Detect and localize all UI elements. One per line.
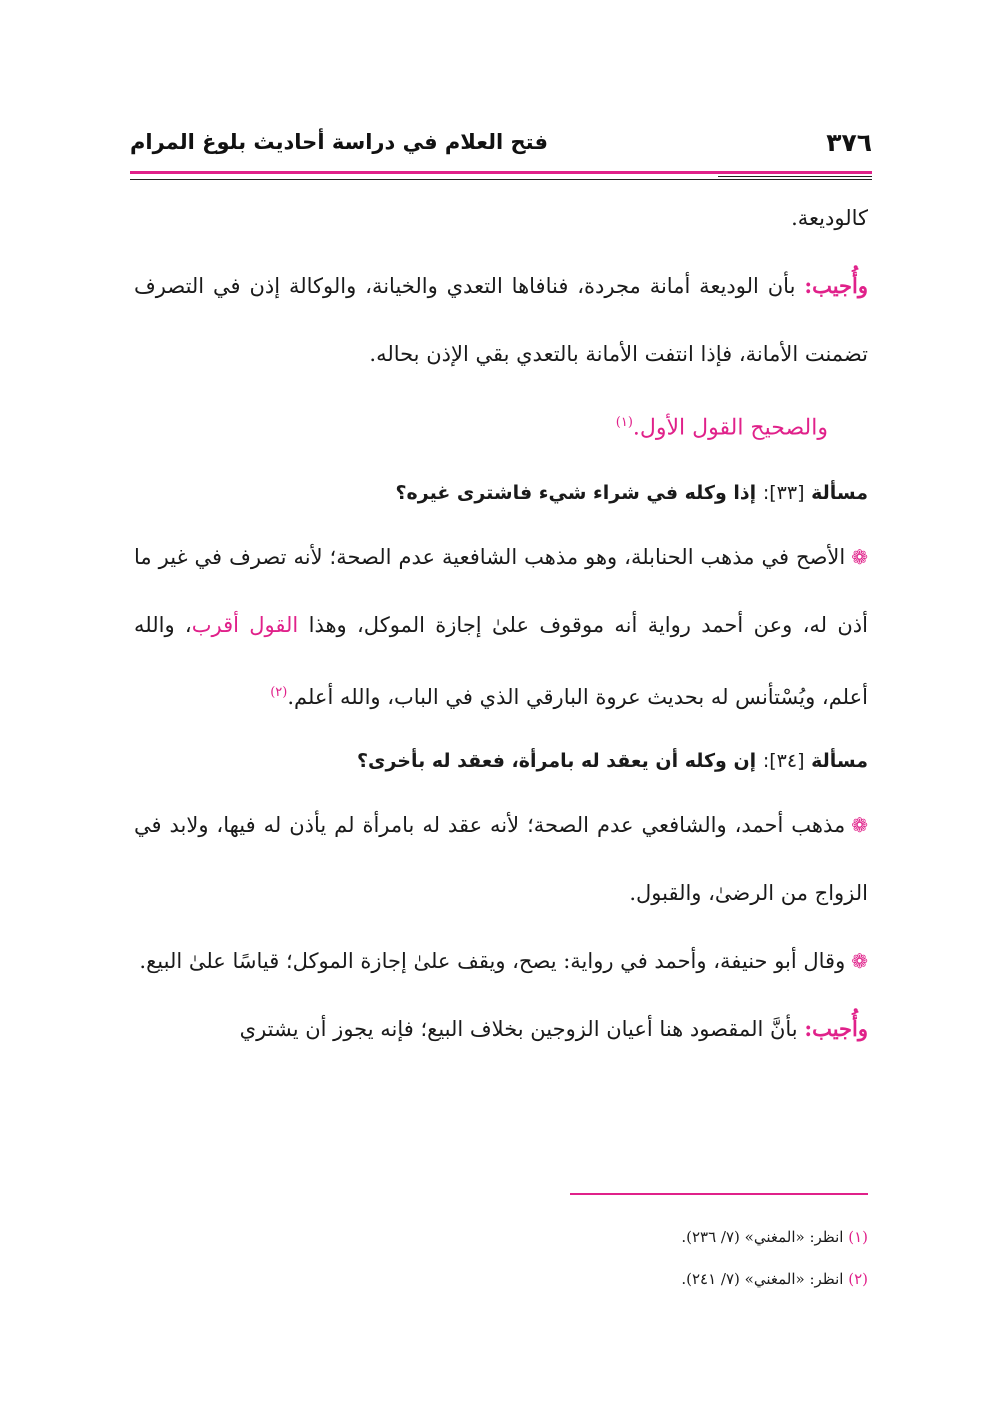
paragraph-34b: ❁وقال أبو حنيفة، وأحمد في رواية: يصح، ويقف علىٰ إجازة الموكل؛ قياسًا علىٰ البيع.	[139, 949, 868, 974]
question-label: مسألة	[811, 750, 868, 773]
flower-icon: ❁	[851, 813, 868, 838]
question-label: مسألة	[811, 482, 868, 505]
footnote-number: (٢)	[848, 1270, 868, 1288]
question-text: إن وكله أن يعقد له بامرأة، فعقد له بأخرى؟	[357, 750, 757, 773]
page-number: ٣٧٦	[826, 128, 872, 157]
verdict: والصحيح القول الأول.$^{(١)}$	[615, 415, 828, 441]
highlighted-phrase: القول أقرب	[191, 613, 299, 638]
paragraph-33: ❁الأصح في مذهب الحنابلة، وهو مذهب الشافعية عدم الصحة؛ لأنه تصرف في غير ما أذن له، وعن أحمد رواية أنه موقوف علىٰ إجازة الموكل، وهذا القول أقرب، والله أعلم، ويُسْتأنس له بحديث عروة البارقي الذي في الباب، والله أعلم.$^{(٢)}$	[134, 545, 868, 710]
footnote-ref-1[interactable]: (١)	[615, 415, 633, 430]
paragraph-34a: ❁مذهب أحمد، والشافعي عدم الصحة؛ لأنه عقد له بامرأة لم يأذن له فيها، ولابد في الزواج من الرضىٰ، والقبول.	[134, 813, 868, 906]
answer-text: بأنَّ المقصود هنا أعيان الزوجين بخلاف البيع؛ فإنه يجوز أن يشتري	[239, 1017, 805, 1042]
book-title: فتح العلام في دراسة أحاديث بلوغ المرام	[130, 130, 548, 154]
footnote-1	[681, 1226, 868, 1248]
question-number: [٣٣]:	[762, 482, 805, 505]
footnote-ref-2[interactable]: (٢)	[270, 685, 288, 701]
question-number: [٣٤]:	[762, 750, 805, 773]
answer-label: وأُجيب:	[804, 273, 868, 298]
question-33	[134, 463, 868, 523]
footnote-text: انظر: «المغني» (٧/ ٢٤١).	[681, 1270, 844, 1288]
running-header	[130, 128, 872, 164]
answer-text: بأن الوديعة أمانة مجردة، فنافاها التعدي والخيانة، والوكالة إذن في التصرف تضمنت الأمانة، فإذا انتفت الأمانة بالتعدي بقي الإذن بحاله.	[134, 274, 868, 366]
header-rule-accent	[130, 171, 872, 174]
flower-icon: ❁	[851, 545, 868, 570]
footnote-text: انظر: «المغني» (٧/ ٢٣٦).	[681, 1228, 844, 1246]
footnote-separator	[570, 1193, 868, 1195]
page-body	[134, 184, 868, 1063]
answer-paragraph-2	[134, 995, 868, 1063]
header-rule-short	[718, 176, 872, 177]
question-text: إذا وكله في شراء شيء فاشترى غيره؟	[395, 482, 757, 505]
header-rule	[130, 179, 872, 180]
question-34	[134, 731, 868, 791]
answer-label: وأُجيب:	[804, 1016, 868, 1042]
footnote-2	[681, 1268, 868, 1290]
flower-icon: ❁	[851, 949, 868, 974]
footnote-number: (١)	[848, 1228, 868, 1246]
paragraph-continuation: كالوديعة.	[791, 206, 868, 230]
answer-paragraph-1	[134, 252, 868, 388]
